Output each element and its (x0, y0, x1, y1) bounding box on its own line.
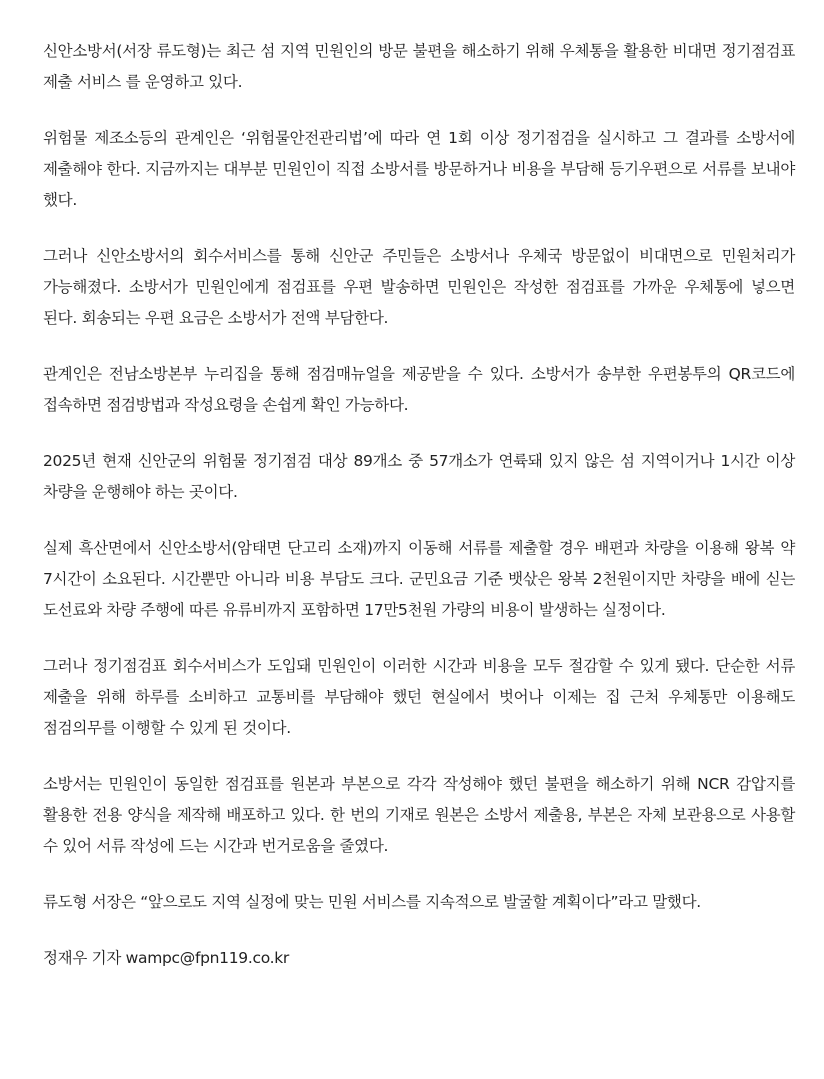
article-paragraph-3: 그러나 신안소방서의 회수서비스를 통해 신안군 주민들은 소방서나 우체국 방문없이 비대면으로 민원처리가 가능해졌다. 소방서가 민원인에게 점검표를 우편 발송하면 민원인은 작성한 점검표를 가까운 우체통에 넣으면 된다. 회송되는 우편 요금은 소방서가 전액 부담한다. (43, 247, 795, 327)
article-paragraph-9: 류도형 서장은 “앞으로도 지역 실정에 맞는 민원 서비스를 지속적으로 발굴할 계획이다”라고 말했다. (43, 893, 701, 911)
article-paragraph-2: 위험물 제조소등의 관계인은 ‘위험물안전관리법’에 따라 연 1회 이상 정기점검을 실시하고 그 결과를 소방서에 제출해야 한다. 지금까지는 대부분 민원인이 직접 소방서를 방문하거나 비용을 부담해 등기우편으로 서류를 보내야 했다. (43, 129, 795, 209)
article-body (43, 36, 795, 974)
article-paragraph-6: 실제 흑산면에서 신안소방서(암태면 단고리 소재)까지 이동해 서류를 제출할 경우 배편과 차량을 이용해 왕복 약 7시간이 소요된다. 시간뿐만 아니라 비용 부담도 크다. 군민요금 기준 뱃삯은 왕복 2천원이지만 차량을 배에 싣는 도선료와 차량 주행에 따른 유류비까지 포함하면 17만5천원 가량의 비용이 발생하는 실정이다. (43, 539, 795, 619)
article-byline: 정재우 기자 wampc@fpn119.co.kr (43, 949, 289, 967)
article-paragraph-5: 2025년 현재 신안군의 위험물 정기점검 대상 89개소 중 57개소가 연륙돼 있지 않은 섬 지역이거나 1시간 이상 차량을 운행해야 하는 곳이다. (43, 452, 795, 501)
article-paragraph-8: 소방서는 민원인이 동일한 점검표를 원본과 부본으로 각각 작성해야 했던 불편을 해소하기 위해 NCR 감압지를 활용한 전용 양식을 제작해 배포하고 있다. 한 번의 기재로 원본은 소방서 제출용, 부본은 자체 보관용으로 사용할 수 있어 서류 작성에 드는 시간과 번거로움을 줄였다. (43, 775, 795, 855)
article-paragraph-7: 그러나 정기점검표 회수서비스가 도입돼 민원인이 이러한 시간과 비용을 모두 절감할 수 있게 됐다. 단순한 서류 제출을 위해 하루를 소비하고 교통비를 부담해야 했던 현실에서 벗어나 이제는 집 근처 우체통만 이용해도 점검의무를 이행할 수 있게 된 것이다. (43, 657, 796, 737)
article-paragraph-1: 신안소방서(서장 류도형)는 최근 섬 지역 민원인의 방문 불편을 해소하기 위해 우체통을 활용한 비대면 정기점검표 제출 서비스 를 운영하고 있다. (43, 42, 795, 91)
article-paragraph-4: 관계인은 전남소방본부 누리집을 통해 점검매뉴얼을 제공받을 수 있다. 소방서가 송부한 우편봉투의 QR코드에 접속하면 점검방법과 작성요령을 손쉽게 확인 가능하다. (43, 365, 795, 414)
